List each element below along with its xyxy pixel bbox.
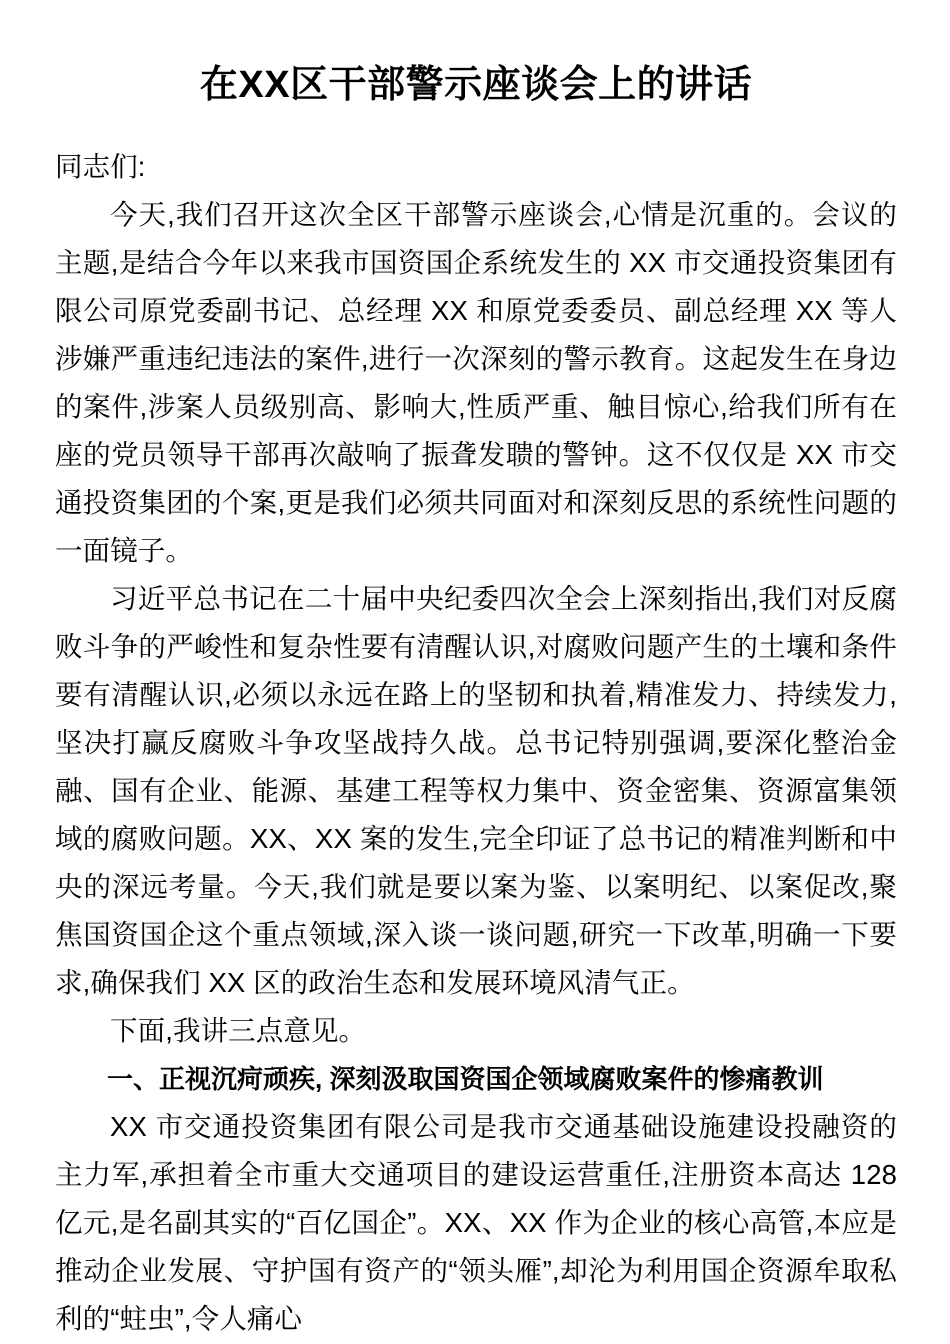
salutation-line: 同志们: — [55, 150, 146, 182]
body-paragraph-4: XX 市交通投资集团有限公司是我市交通基础设施建设投融资的主力军,承担着全市重大交通项目的建设运营重任,注册资本高达 128 亿元,是名副其实的“百亿国企”。XX、XX 作为企业的核心高管,本应是推动企业发展、守护国有资产的“领头雁”,却沦为利用国企资源牟取私利的“蛀虫”,令人痛心 — [55, 1110, 897, 1334]
body-paragraph-1: 今天,我们召开这次全区干部警示座谈会,心情是沉重的。会议的主题,是结合今年以来我市国资国企系统发生的 XX 市交通投资集团有限公司原党委副书记、总经理 XX 和原党委委员、副总经理 XX 等人涉嫌严重违纪违法的案件,进行一次深刻的警示教育。这起发生在身边的案件,涉案人员级别高、影响大,性质严重、触目惊心,给我们所有在座的党员领导干部再次敲响了振聋发聩的警钟。这不仅仅是 XX 市交通投资集团的个案,更是我们必须共同面对和深刻反思的系统性问题的一面镜子。 — [55, 198, 897, 566]
document-body — [0, 110, 950, 1343]
body-paragraph-3: 下面,我讲三点意见。 — [110, 1014, 367, 1046]
section-heading-1: 一、正视沉疴顽疾, 深刻汲取国资国企领域腐败案件的惨痛教训 — [107, 1063, 824, 1094]
page-title: 在XX区干部警示座谈会上的讲话 — [199, 64, 753, 106]
body-paragraph-2: 习近平总书记在二十届中央纪委四次全会上深刻指出,我们对反腐败斗争的严峻性和复杂性要有清醒认识,对腐败问题产生的土壤和条件要有清醒认识,必须以永远在路上的坚韧和执着,精准发力、持续发力,坚决打赢反腐败斗争攻坚战持久战。总书记特别强调,要深化整治金融、国有企业、能源、基建工程等权力集中、资金密集、资源富集领域的腐败问题。XX、XX 案的发生,完全印证了总书记的精准判断和中央的深远考量。今天,我们就是要以案为鉴、以案明纪、以案促改,聚焦国资国企这个重点领域,深入谈一谈问题,研究一下改革,明确一下要求,确保我们 XX 区的政治生态和发展环境风清气正。 — [55, 582, 897, 998]
